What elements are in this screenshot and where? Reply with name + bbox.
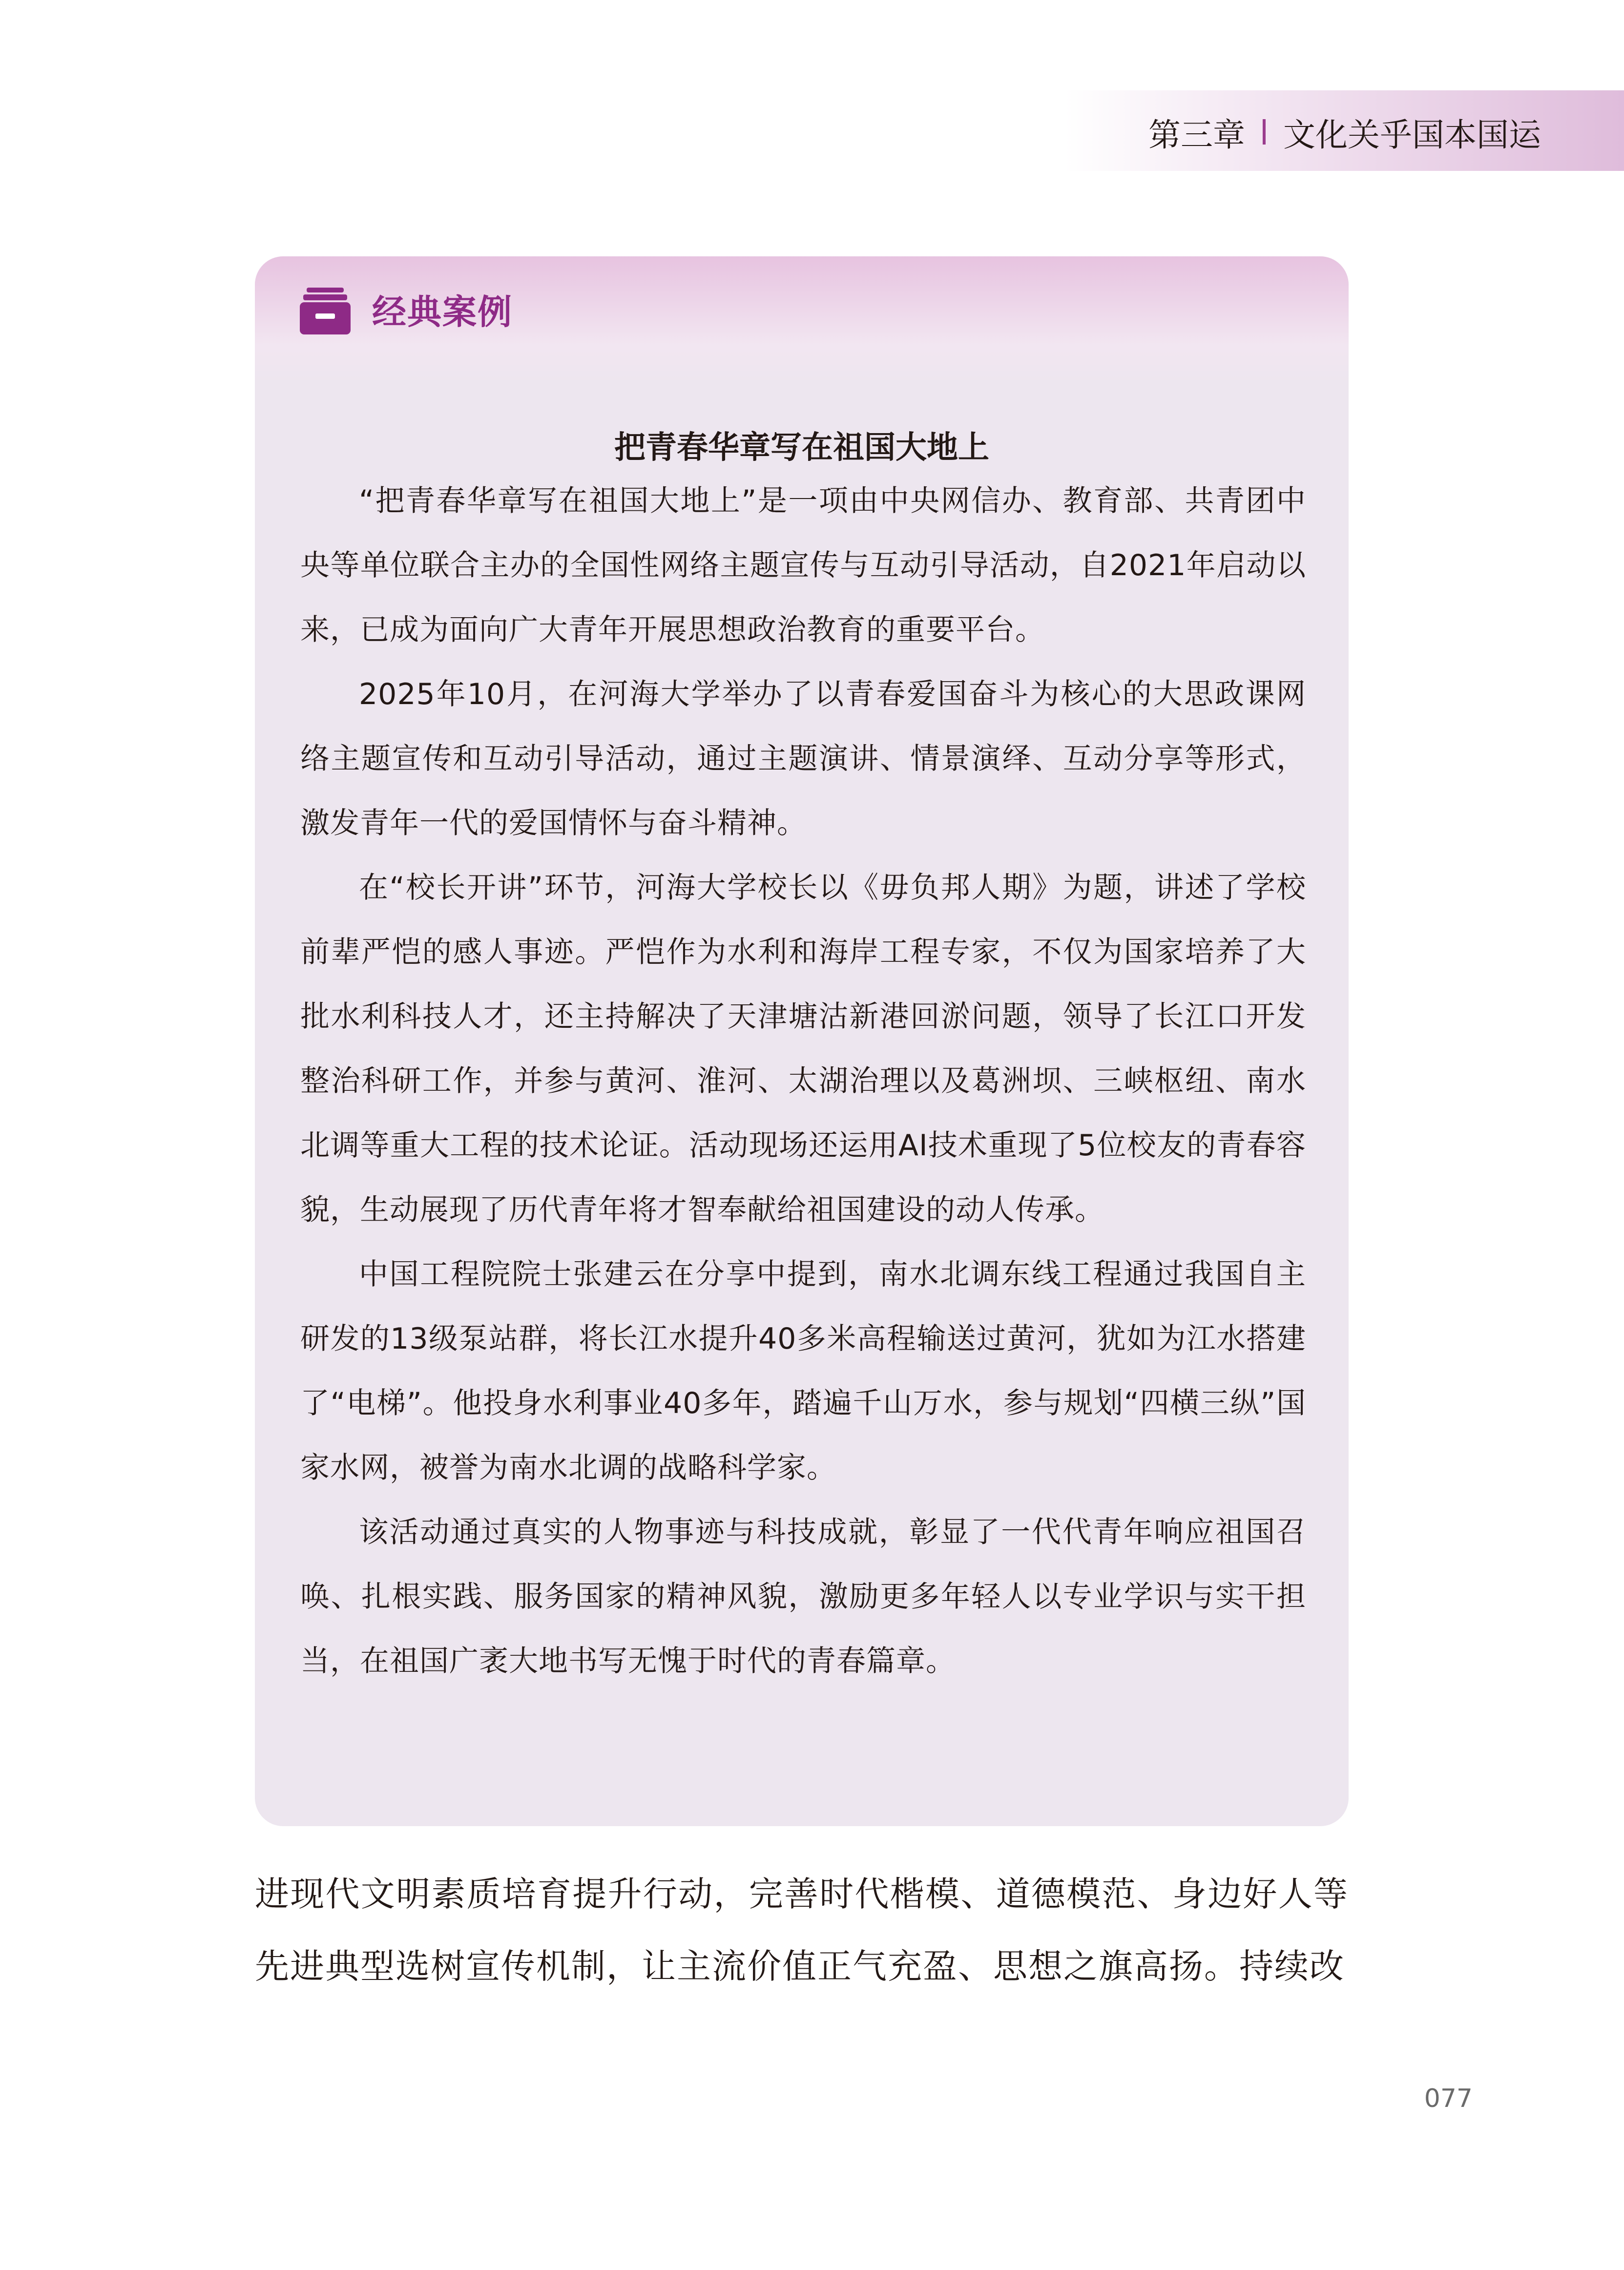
case-label: 经典案例 [372,292,513,332]
body-paragraph: 进现代文明素质培育提升行动，完善时代楷模、道德模范、身边好人等先进典型选树宣传机制，让主流价值正气充盈、思想之旗高扬。持续改 [255,1874,1349,1986]
chapter-title: 文化关乎国本国运 [1283,116,1541,154]
archive-box-icon [300,287,351,335]
case-body [300,469,1306,1693]
case-paragraph: 在“校长开讲”环节，河海大学校长以《毋负邦人期》为题，讲述了学校前辈严恺的感人事迹。严恺作为水利和海岸工程专家，不仅为国家培养了大批水利科技人才，还主持解决了天津塘沽新港回淤问题，领导了长江口开发整治科研工作，并参与黄河、淮河、太湖治理以及葛洲坝、三峡枢纽、南水北调等重大工程的技术论证。活动现场还运用AI技术重现了5位校友的青春容貌，生动展现了历代青年将才智奉献给祖国建设的动人传承。 [300,871,1306,1227]
case-paragraph: 该活动通过真实的人物事迹与科技成就，彰显了一代代青年响应祖国召唤、扎根实践、服务国家的精神风貌，激励更多年轻人以专业学识与实干担当，在祖国广袤大地书写无愧于时代的青春篇章。 [300,1515,1306,1678]
case-title: 把青春华章写在祖国大地上 [614,430,989,466]
classic-case-box [255,256,1349,1826]
header-separator [1263,119,1266,145]
page-number: 077 [1424,2084,1473,2113]
case-paragraph: 中国工程院院士张建云在分享中提到，南水北调东线工程通过我国自主研发的13级泵站群，将长江水提升40多米高程输送过黄河，犹如为江水搭建了“电梯”。他投身水利事业40多年，踏遍千山万水，参与规划“四横三纵”国家水网，被誉为南水北调的战略科学家。 [300,1257,1306,1485]
chapter-label: 第三章 [1148,116,1245,154]
running-header [1148,110,1541,154]
body-text [255,1858,1349,2002]
case-paragraph: 2025年10月，在河海大学举办了以青春爱国奋斗为核心的大思政课网络主题宣传和互动引导活动，通过主题演讲、情景演绎、互动分享等形式，激发青年一代的爱国情怀与奋斗精神。 [300,677,1306,840]
case-paragraph: “把青春华章写在祖国大地上”是一项由中央网信办、教育部、共青团中央等单位联合主办的全国性网络主题宣传与互动引导活动，自2021年启动以来，已成为面向广大青年开展思想政治教育的重要平台。 [300,484,1306,647]
